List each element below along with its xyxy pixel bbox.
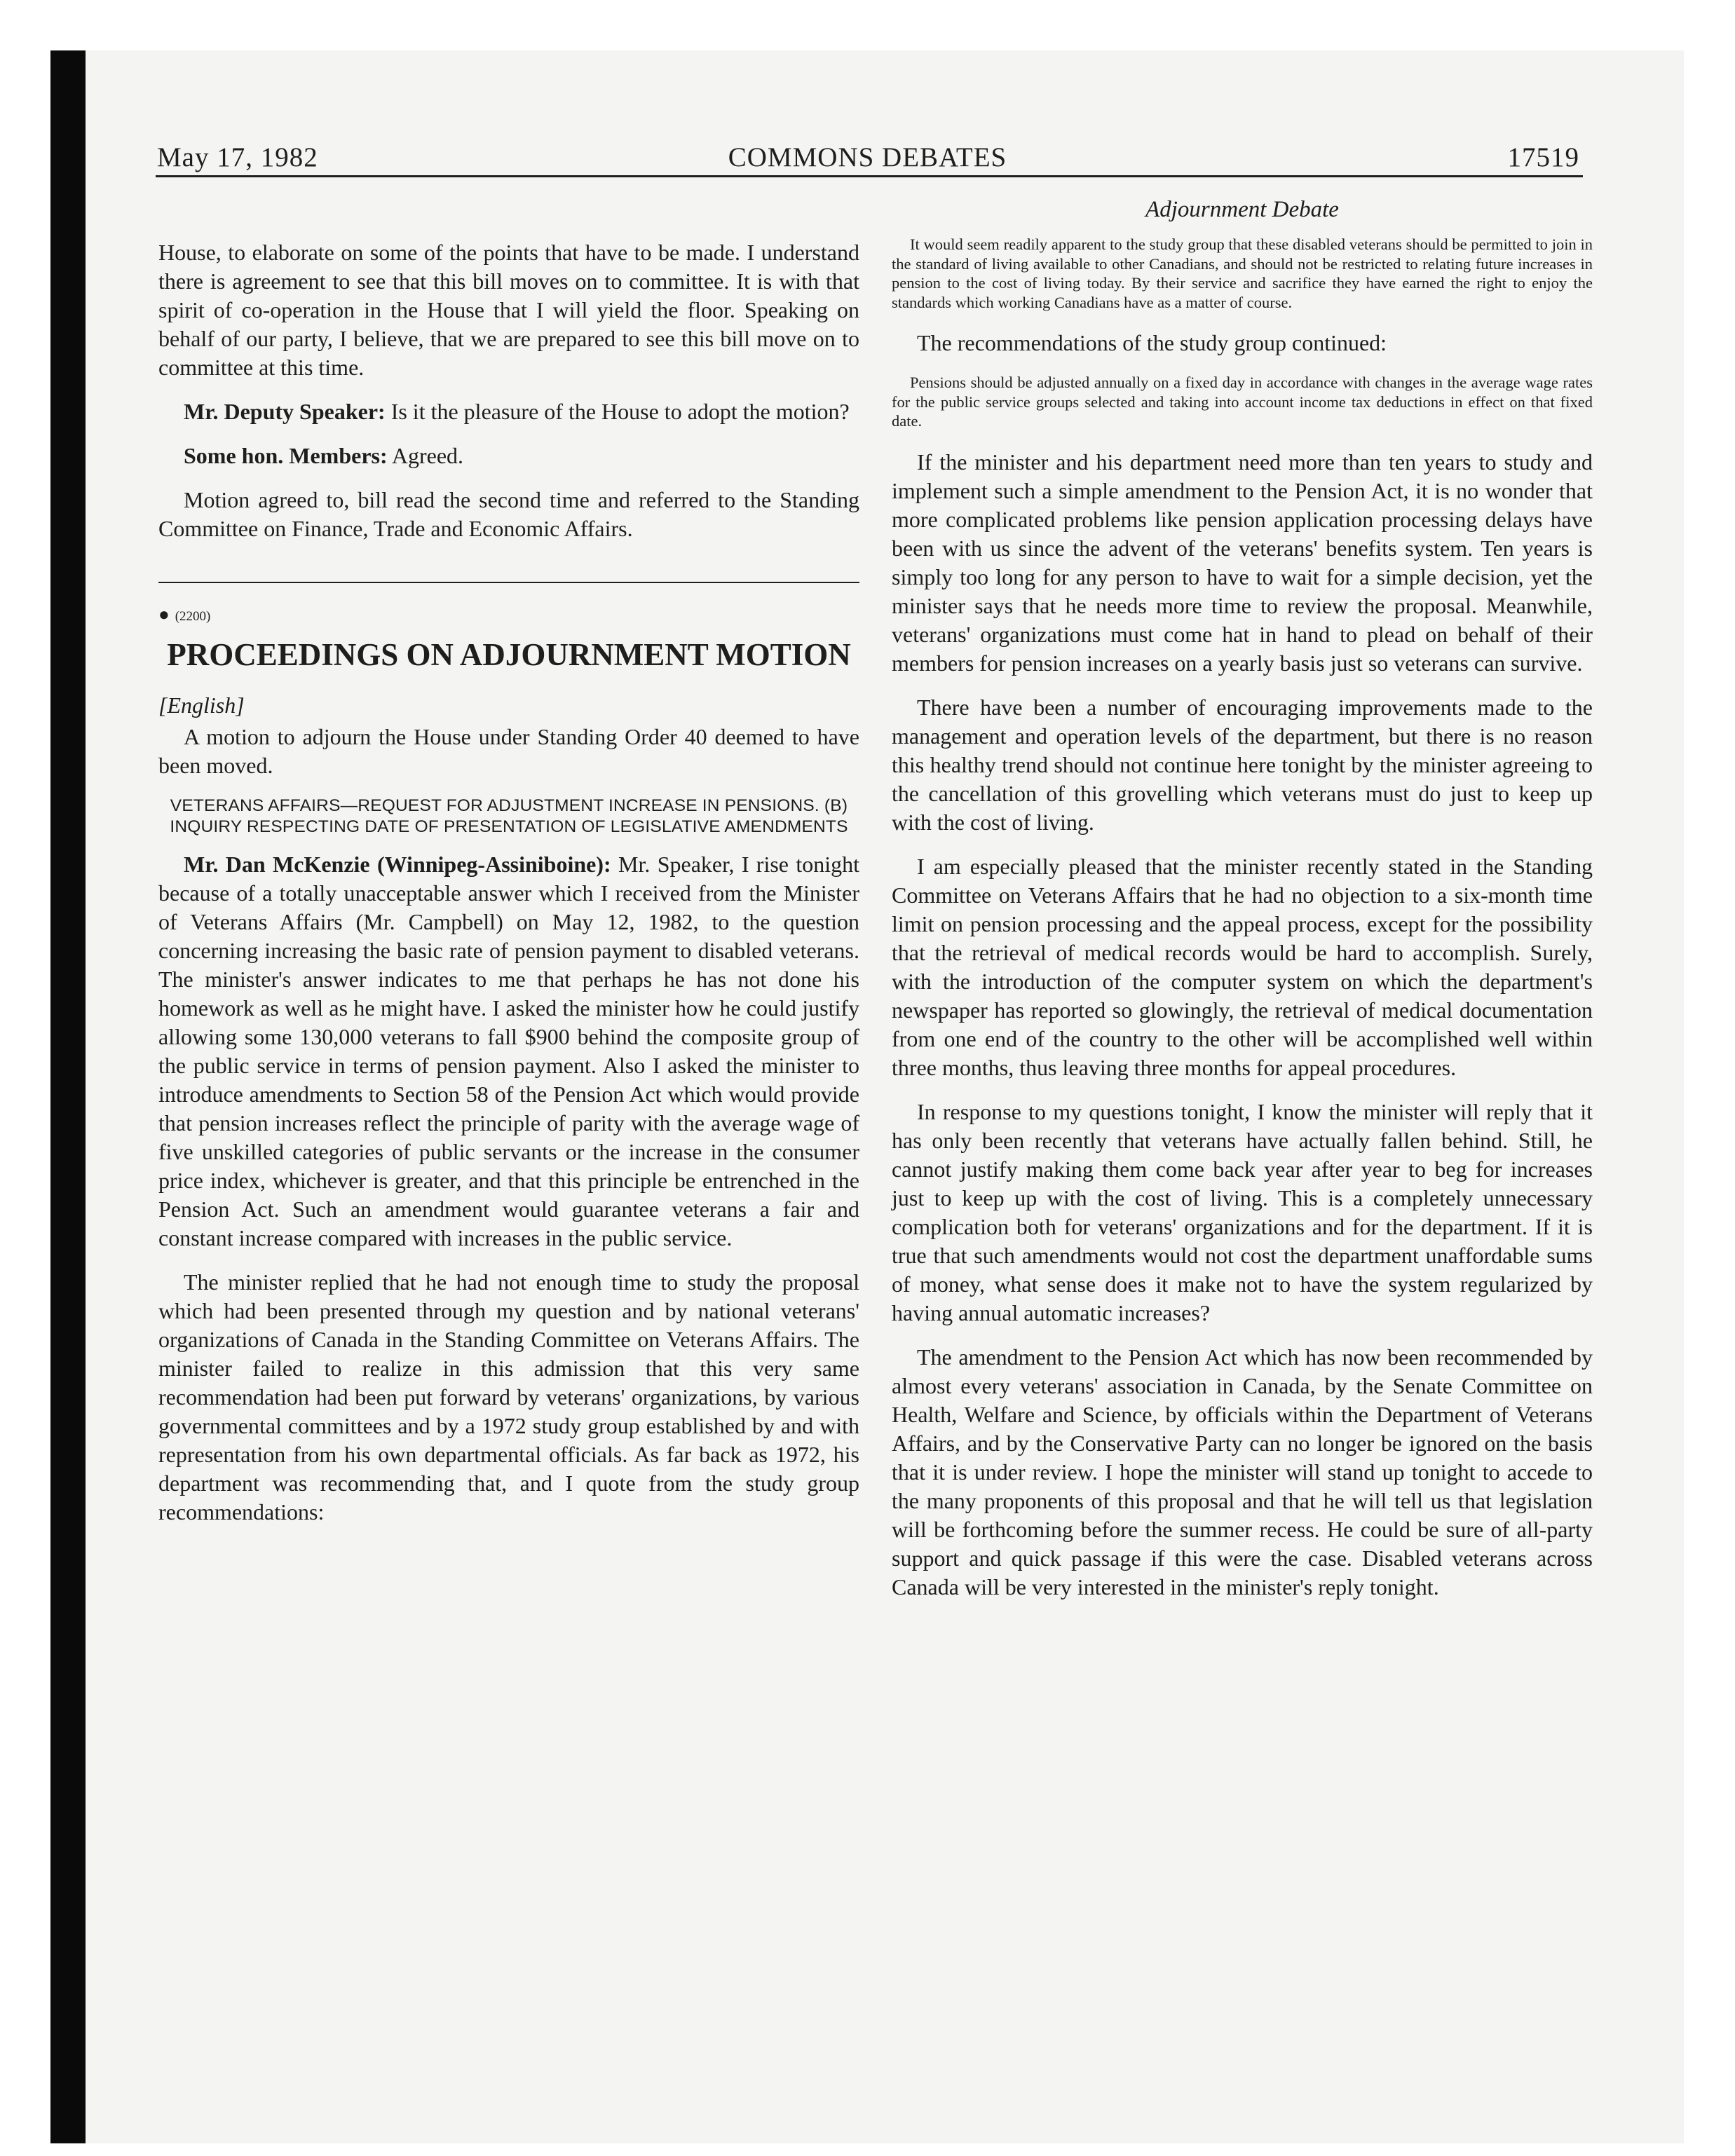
section-divider [158,582,859,583]
subheading: VETERANS AFFAIRS—REQUEST FOR ADJUSTMENT INCREASE IN PENSIONS. (B) INQUIRY RESPECTING DATE OF PRESENTATION OF LEGISLATIVE AMENDMENTS [170,796,848,836]
language-tag: [English] [158,692,245,718]
speaker-name: Some hon. Members: [184,443,388,468]
right-column [892,184,1593,1617]
block-quote: Pensions should be adjusted annually on a fixed day in accordance with changes in the average wage rates for the public service groups selected and taking into account income tax deductions in effect on that fixed date. [892,374,1593,430]
header-rule [156,175,1583,177]
speech-text: Agreed. [387,443,464,468]
time-stamp-text: (2200) [175,609,211,624]
running-header-date: May 17, 1982 [157,142,318,172]
paragraph: I am especially pleased that the minister recently stated in the Standing Committee on Veterans Affairs that he had no objection to a six-month time limit on pension processing and the appeal process, except for the possibility that the retrieval of medical records would be hard to accomplish. Surely, with the introduction of the computer system on which the department's newspaper has reported so glowingly, the retrieval of medical documentation from one end of the country to the other will be accomplished well within three months, thus leaving three months for appeal procedures. [892,853,1593,1080]
paragraph-speaker [158,442,859,470]
bullet-icon: ● [158,604,170,625]
left-column [158,184,859,1542]
paragraph-speaker [158,397,859,426]
section-title: PROCEEDINGS ON ADJOURNMENT MOTION [167,637,851,672]
scan-binding-edge [50,50,86,2143]
paragraph: If the minister and his department need more than ten years to study and implement such a simple amendment to the Pension Act, it is no wonder that more complicated problems like pension application processing delays have been with us since the advent of the veterans' benefits system. Ten years is simply too long for any person to have to wait for a simple decision, yet the minister says that he needs more time to review the proposal. Meanwhile, veterans' organizations must come hat in hand to plead on behalf of their members for pension increases on a yearly basis just so veterans can survive. [892,449,1593,676]
speaker-name: Mr. Deputy Speaker: [184,399,386,424]
running-header-title: COMMONS DEBATES [728,142,1007,172]
page-number: 17519 [1507,142,1579,172]
paragraph: In response to my questions tonight, I know the minister will reply that it has only been recently that veterans have actually fallen behind. Still, he cannot justify making them come back year after year to beg for increases just to keep up with the cost of living. This is a completely unnecessary complication both for veterans' organizations and for the department. If it is true that such amendments would not cost the department unaffordable sums of money, what sense does it make not to have the system regularized by having annual automatic increases? [892,1098,1593,1325]
paragraph: House, to elaborate on some of the points that have to be made. I understand there is agreement to see that this bill moves on to committee. It is with that spirit of co-operation in the House that I will yield the floor. Speaking on behalf of our party, I believe, that we are prepared to see this bill move on to committee at this time. [158,240,859,380]
paragraph: Motion agreed to, bill read the second time and referred to the Standing Committee on Finance, Trade and Economic Affairs. [158,487,859,541]
paragraph: The minister replied that he had not enough time to study the proposal which had been presented through my question and by national veterans' organizations of Canada in the Standing Committee on Veterans Affairs. The minister failed to realize in this admission that this very same recommendation had been put forward by veterans' organizations, by various governmental committees and by a 1972 study group established by and with representation from his own departmental officials. As far back as 1972, his department was recommending that, and I quote from the study group recommendations: [158,1269,859,1524]
speech-text: Mr. Speaker, I rise tonight because of a totally unacceptable answer which I received from the Minister of Veterans Affairs (Mr. Campbell) on May 12, 1982, to the question concerning increasing the basic rate of pension payment to disabled veterans. The minister's answer indicates to me that perhaps he has not done his homework as well as he might have. I asked the minister how he could justify allowing some 130,000 veterans to fall $900 behind the composite group of the public service in terms of pension payment. Also I asked the minister to introduce amendments to Section 58 of the Pension Act which would provide that pension increases reflect the principle of parity with the average wage of five unskilled categories of public servants or the increase in the consumer price index, whichever is greater, and that this principle be entrenched in the Pension Act. Such an amendment would guarantee veterans a fair and constant increase compared with increases in the public service. [158,852,860,1250]
paragraph-speaker [158,850,859,1253]
paragraph: A motion to adjourn the House under Standing Order 40 deemed to have been moved. [158,724,859,778]
left-column-top-spacer [158,184,859,238]
speech-text: Is it the pleasure of the House to adopt the motion? [385,399,850,424]
block-quote: It would seem readily apparent to the study group that these disabled veterans should be permitted to join in the standard of living available to other Canadians, and should not be restricted to relating future increases in pension to the cost of living today. By their service and sacrifice they have earned the right to enjoy the standards which working Canadians have as a matter of course. [892,236,1593,311]
time-stamp [158,604,859,627]
paragraph: There have been a number of encouraging improvements made to the management and operation levels of the department, but there is no reason this healthy trend should not continue here tonight by the minister agreeing to the cancellation of this grovelling which veterans must do just to keep up with the cost of living. [892,694,1593,835]
paragraph: The amendment to the Pension Act which has now been recommended by almost every veterans' association in Canada, by the Senate Committee on Health, Welfare and Science, by officials within the Department of Veterans Affairs, and by the Conservative Party can no longer be ignored on the basis that it is under review. I hope the minister will stand up tonight to accede to the many proponents of this proposal and that he will tell us that legislation will be forthcoming before the summer recess. He could be sure of all-party support and quick passage if this were the case. Disabled veterans across Canada will be very interested in the minister's reply tonight. [892,1344,1593,1599]
paragraph: The recommendations of the study group continued: [917,330,1387,355]
speaker-name: Mr. Dan McKenzie (Winnipeg-Assiniboine): [184,852,611,877]
section-banner: Adjournment Debate [1145,197,1339,222]
